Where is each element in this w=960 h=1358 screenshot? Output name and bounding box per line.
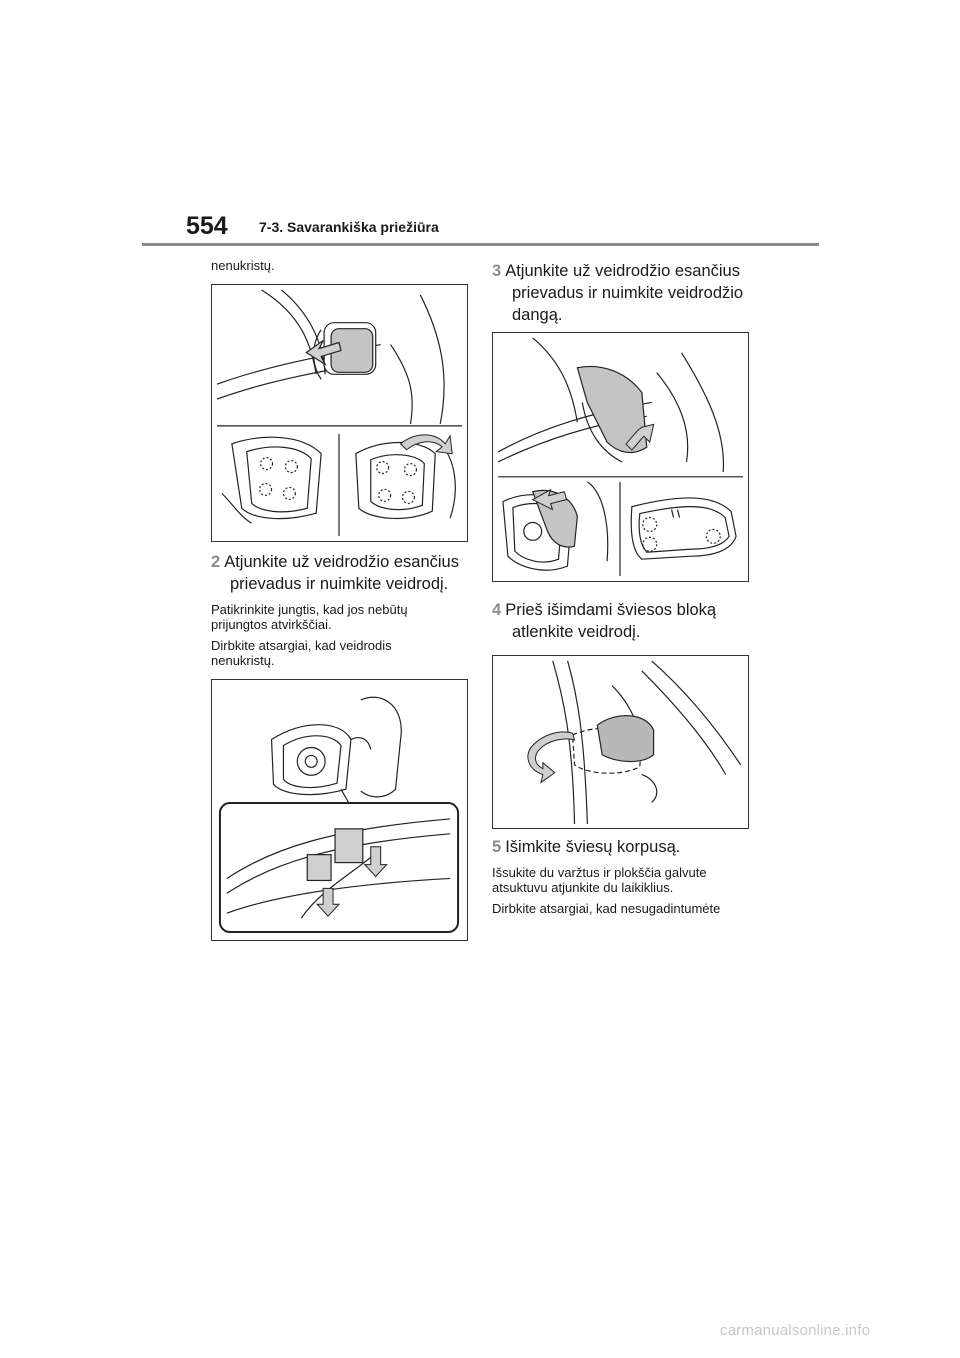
step-5-number: 5 xyxy=(492,838,502,856)
step-3-title-line2: prievadus ir nuimkite veidrodžio xyxy=(512,284,744,302)
step-3-title-line3: dangą. xyxy=(512,306,563,324)
step-5-note-1 xyxy=(492,865,707,895)
figure-mirror-glass-removal xyxy=(211,284,468,542)
step-4-number: 4 xyxy=(492,601,502,619)
header-divider xyxy=(142,243,819,246)
mirror-glass-removal-illustration-icon xyxy=(212,285,467,541)
step-2-note-1 xyxy=(211,602,408,632)
step-2-title-line1: Atjunkite už veidrodžio esančius xyxy=(224,553,459,571)
step-5-note-1-line1: Išsukite du varžtus ir plokščia galvute xyxy=(492,865,707,880)
step-4-title-line2: atlenkite veidrodį. xyxy=(512,623,641,641)
mirror-cover-removal-illustration-icon xyxy=(493,333,748,581)
step-5-title xyxy=(492,834,680,861)
step-2-note-2-line2: nenukristų. xyxy=(211,653,275,668)
step-5-note-1-line2: atsuktuvu atjunkite du laikiklius. xyxy=(492,880,674,895)
step-2-note-2-line1: Dirbkite atsargiai, kad veidrodis xyxy=(211,638,392,653)
step-2-title-line2: prievadus ir nuimkite veidrodį. xyxy=(230,575,449,593)
step-3-title-line1: Atjunkite už veidrodžio esančius xyxy=(505,262,740,280)
watermark: carmanualsonline.info xyxy=(720,1322,871,1339)
mirror-connector-illustration-icon xyxy=(212,680,467,940)
figure-mirror-connector xyxy=(211,679,468,941)
mirror-fold-illustration-icon xyxy=(493,656,748,828)
step-5-note-2: Dirbkite atsargiai, kad nesugadintumėte xyxy=(492,901,721,916)
step-4-title-line1: Prieš išimdami šviesos bloką xyxy=(505,601,717,619)
step-3-number: 3 xyxy=(492,262,502,280)
intro-text: nenukristų. xyxy=(211,258,275,273)
step-2-note-1-line1: Patikrinkite jungtis, kad jos nebūtų xyxy=(211,602,408,617)
step-2-note-2 xyxy=(211,638,392,668)
section-title: 7-3. Savarankiška priežiūra xyxy=(259,219,439,235)
page-number: 554 xyxy=(186,212,228,240)
step-2-number: 2 xyxy=(211,553,221,571)
step-5-title-text: Išimkite šviesų korpusą. xyxy=(505,838,681,856)
figure-mirror-fold xyxy=(492,655,749,829)
figure-mirror-cover-removal xyxy=(492,332,749,582)
step-2-note-1-line2: prijungtos atvirkščiai. xyxy=(211,617,332,632)
